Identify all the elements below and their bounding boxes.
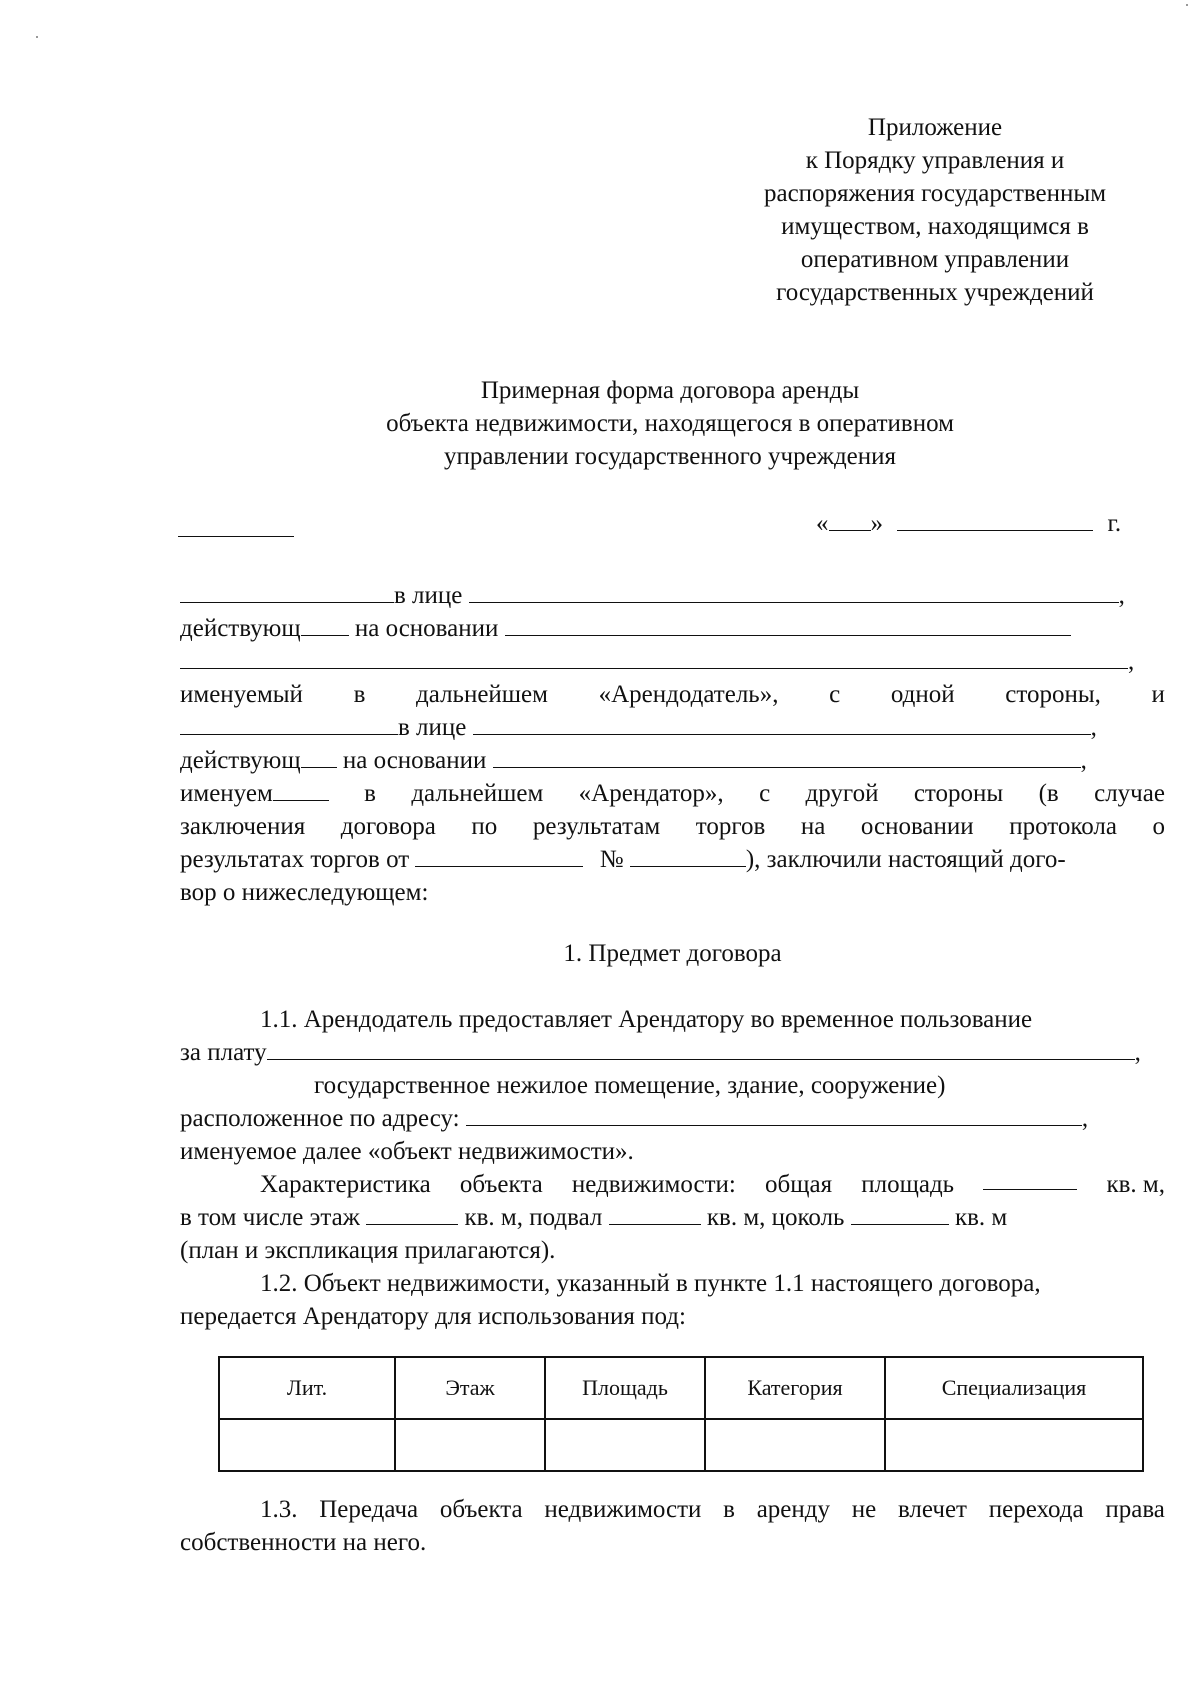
premises-table	[218, 1356, 1144, 1472]
header-floor: Этаж	[395, 1357, 545, 1419]
clause-1-3: 1.3. Передача объекта недвижимости в аренду не влечет перехода права	[260, 1496, 1165, 1523]
preamble-line: в лице ,	[180, 580, 1165, 612]
date-close-quote: »	[870, 510, 883, 537]
day-blank	[829, 510, 871, 531]
header-area: Площадь	[545, 1357, 705, 1419]
year-suffix: г.	[1107, 510, 1122, 537]
clause-1-1: 1.1. Арендодатель предоставляет Арендатору во временное пользование	[260, 1006, 1033, 1033]
preamble-line: ,	[180, 646, 1165, 678]
header-category: Категория	[705, 1357, 885, 1419]
appendix-line: Приложение	[867, 114, 1003, 141]
for-fee-line: за плату ,	[180, 1039, 1141, 1066]
address-line: расположенное по адресу: ,	[180, 1105, 1089, 1132]
month-blank	[897, 510, 1093, 531]
appendix-line: государственных учреждений	[776, 279, 1094, 306]
date-line	[816, 508, 1121, 540]
date-open-quote: «	[816, 510, 829, 537]
plan-note: (план и экспликация прилагаются).	[180, 1237, 556, 1264]
characteristics-line: Характеристика объекта недвижимости: общая площадь кв. м,	[260, 1171, 1165, 1198]
scan-speck	[36, 36, 38, 38]
header-lit: Лит.	[219, 1357, 395, 1419]
on-basis-label: на основании	[354, 615, 499, 642]
place-blank	[178, 514, 294, 546]
clause-1-2: 1.2. Объект недвижимости, указанный в пункте 1.1 настоящего договора,	[260, 1270, 1041, 1297]
preamble-closing: вор о нижеследующем:	[180, 879, 429, 906]
tenant-named-line: именуем в дальнейшем «Арендатор», с другой стороны (в случае	[180, 780, 1165, 807]
appendix-line: оперативном управлении	[800, 246, 1070, 273]
table-cell	[885, 1419, 1143, 1471]
landlord-named-line: именуемый в дальнейшем «Арендодатель», с одной стороны, и	[180, 681, 1165, 708]
table-header-row	[219, 1357, 1143, 1419]
appendix-line: к Порядку управления и	[805, 147, 1065, 174]
conclusion-line: заключения договора по результатам торгов на основании протокола о	[180, 813, 1165, 840]
title-line: управлении государственного учреждения	[443, 443, 897, 470]
preamble-line: действующ на основании ,	[180, 747, 1087, 774]
table-row	[219, 1419, 1143, 1471]
in-person-label: в лице	[398, 714, 467, 741]
on-basis-label: на основании	[342, 747, 487, 774]
clause-1-2-cont: передается Арендатору для использования под:	[180, 1303, 686, 1330]
table-cell	[705, 1419, 885, 1471]
section-heading: 1. Предмет договора	[563, 940, 782, 967]
title-line: объекта недвижимости, находящегося в оперативном	[386, 410, 954, 437]
header-specialization: Специализация	[885, 1357, 1143, 1419]
scan-speck	[1186, 4, 1188, 6]
table-cell	[395, 1419, 545, 1471]
preamble-line	[180, 613, 1165, 645]
appendix-line: имуществом, находящимся в	[781, 213, 1089, 240]
clause-1-3-cont: собственности на него.	[180, 1529, 427, 1556]
title-line: Примерная форма договора аренды	[480, 377, 860, 404]
results-line: результатах торгов от № ), заключили настоящий дого-	[180, 846, 1066, 873]
appendix-line: распоряжения государственным	[763, 180, 1107, 207]
acting-label: действующ	[180, 747, 301, 774]
preamble-line: в лице ,	[180, 712, 1165, 744]
named-object-line: именуемое далее «объект недвижимости».	[180, 1138, 634, 1165]
table-cell	[545, 1419, 705, 1471]
areas-line: в том числе этаж кв. м, подвал кв. м, цоколь кв. м	[180, 1204, 1008, 1231]
acting-label: действующ	[180, 615, 301, 642]
in-person-label: в лице	[394, 582, 463, 609]
object-types: государственное нежилое помещение, здание, сооружение)	[314, 1072, 946, 1099]
table-cell	[219, 1419, 395, 1471]
